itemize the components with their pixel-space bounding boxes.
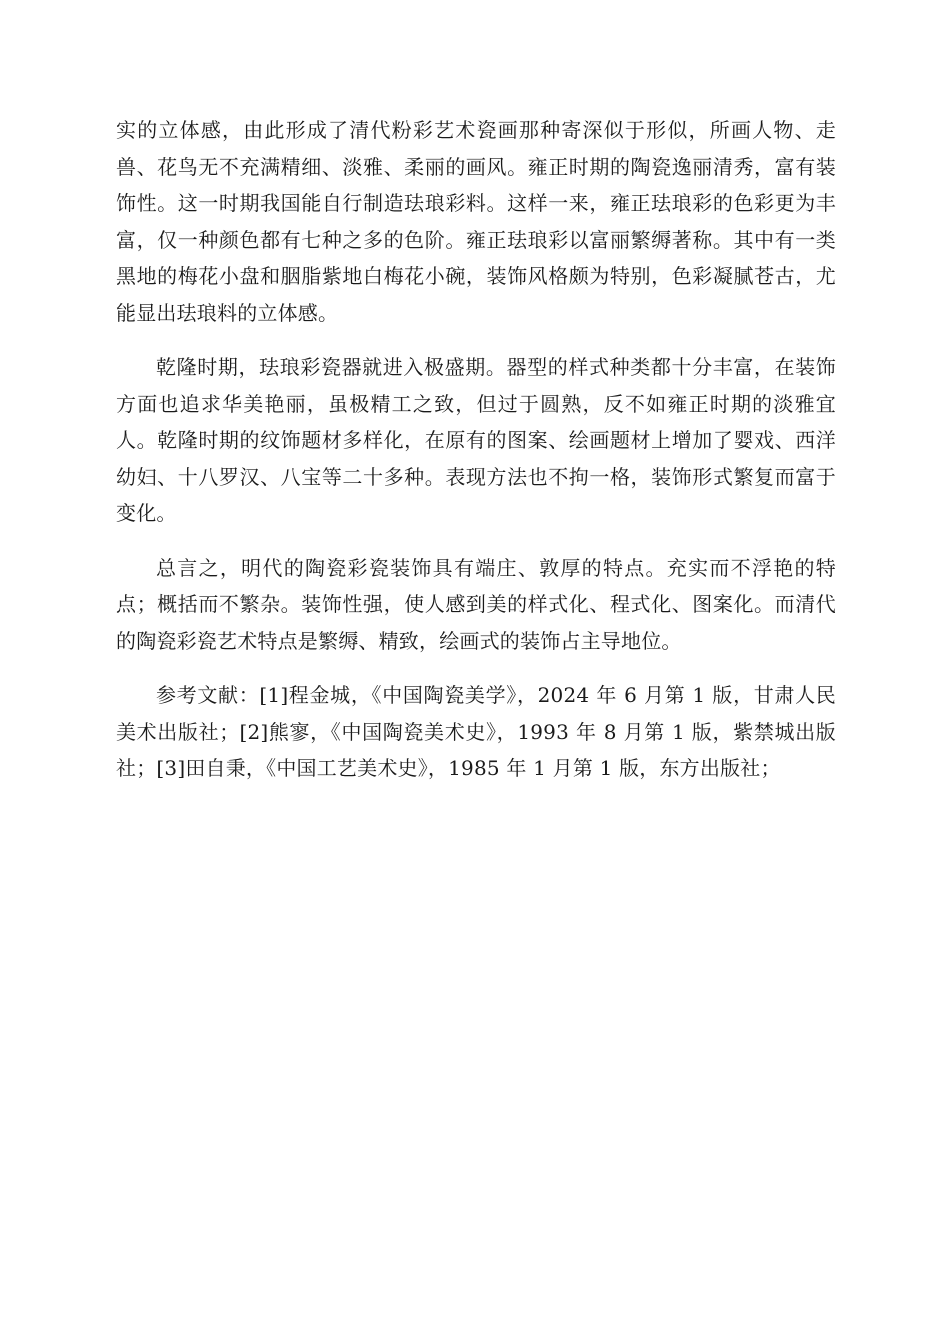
document-body: [116, 112, 836, 807]
references: 参考文献：[1]程金城，《中国陶瓷美学》，2024 年 6 月第 1 版，甘肃人民美术出版社；[2]熊寥，《中国陶瓷美术史》，1993 年 8 月第 1 版，紫禁城出版社；[3]田自秉，《中国工艺美术史》，1985 年 1 月第 1 版，东方出版社；: [116, 683, 836, 780]
paragraph-summary: 总言之，明代的陶瓷彩瓷装饰具有端庄、敦厚的特点。充实而不浮艳的特点；概括而不繁杂。装饰性强，使人感到美的样式化、程式化、图案化。而清代的陶瓷彩瓷艺术特点是繁缛、精致，绘画式的装饰占主导地位。: [116, 555, 836, 653]
paragraph-qianlong-period: 乾隆时期，珐琅彩瓷器就进入极盛期。器型的样式种类都十分丰富，在装饰方面也追求华美艳丽，虽极精工之致，但过于圆熟，反不如雍正时期的淡雅宜人。乾隆时期的纹饰题材多样化，在原有的图案、绘画题材上增加了婴戏、西洋幼妇、十八罗汉、八宝等二十多种。表现方法也不拘一格，装饰形式繁复而富于变化。: [116, 355, 836, 525]
paragraph-qing-enamel-continued: 实的立体感，由此形成了清代粉彩艺术瓷画那种寄深似于形似，所画人物、走兽、花鸟无不充满精细、淡雅、柔丽的画风。雍正时期的陶瓷逸丽清秀，富有装饰性。这一时期我国能自行制造珐琅彩料。这样一来，雍正珐琅彩的色彩更为丰富，仅一种颜色都有七种之多的色阶。雍正珐琅彩以富丽繁缛著称。其中有一类黑地的梅花小盘和胭脂紫地白梅花小碗，装饰风格颇为特别，色彩凝腻苍古，尤能显出珐琅料的立体感。: [116, 118, 836, 325]
